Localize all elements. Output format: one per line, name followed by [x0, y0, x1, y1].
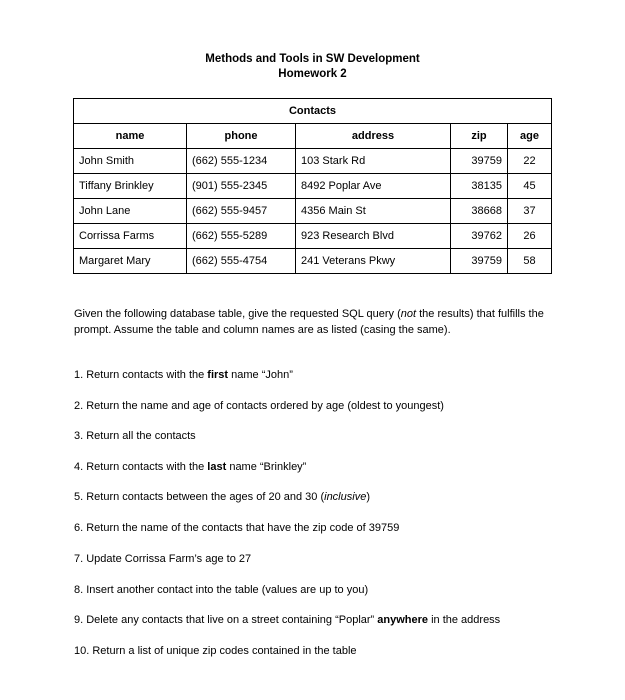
- column-header-age: age: [508, 124, 552, 149]
- cell-address: 923 Research Blvd: [296, 224, 451, 249]
- cell-age: 26: [508, 224, 552, 249]
- cell-name: Corrissa Farms: [74, 224, 187, 249]
- instructions-text: Given the following database table, give the requested SQL query (: [74, 308, 401, 320]
- cell-phone: (662) 555-4754: [187, 249, 296, 274]
- cell-phone: (662) 555-1234: [187, 149, 296, 174]
- column-header-name: name: [74, 124, 187, 149]
- cell-phone: (662) 555-9457: [187, 199, 296, 224]
- cell-age: 58: [508, 249, 552, 274]
- question-10: 10. Return a list of unique zip codes contained in the table: [74, 645, 357, 657]
- column-header-phone: phone: [187, 124, 296, 149]
- cell-name: John Smith: [74, 149, 187, 174]
- column-header-zip: zip: [451, 124, 508, 149]
- cell-zip: 38668: [451, 199, 508, 224]
- cell-age: 45: [508, 174, 552, 199]
- column-header-address: address: [296, 124, 451, 149]
- question-7: 7. Update Corrissa Farm’s age to 27: [74, 553, 252, 565]
- cell-address: 8492 Poplar Ave: [296, 174, 451, 199]
- cell-address: 241 Veterans Pkwy: [296, 249, 451, 274]
- table-row: [74, 174, 552, 199]
- cell-zip: 39762: [451, 224, 508, 249]
- table-row: [74, 249, 552, 274]
- table-header-row: [74, 124, 552, 149]
- table-row: [74, 199, 552, 224]
- table-row: [74, 149, 552, 174]
- cell-zip: 39759: [451, 149, 508, 174]
- instructions-text: the results) that fulfills the prompt. Assume the table and column names are as listed (casing the same).: [74, 308, 544, 336]
- instructions-paragraph: [74, 306, 544, 338]
- cell-zip: 39759: [451, 249, 508, 274]
- cell-name: Margaret Mary: [74, 249, 187, 274]
- question-4: 4. Return contacts with the last name “Brinkley”: [74, 461, 307, 473]
- cell-phone: (662) 555-5289: [187, 224, 296, 249]
- question-3: 3. Return all the contacts: [74, 430, 196, 442]
- table-caption: Contacts: [74, 99, 552, 124]
- cell-address: 4356 Main St: [296, 199, 451, 224]
- question-6: 6. Return the name of the contacts that have the zip code of 39759: [74, 522, 400, 534]
- question-8: 8. Insert another contact into the table (values are up to you): [74, 584, 369, 596]
- contacts-table: [73, 98, 552, 274]
- document-subtitle: Homework 2: [278, 68, 347, 80]
- question-5: 5. Return contacts between the ages of 20 and 30 (inclusive): [74, 491, 370, 503]
- table-row: [74, 224, 552, 249]
- cell-age: 22: [508, 149, 552, 174]
- question-2: 2. Return the name and age of contacts ordered by age (oldest to youngest): [74, 400, 444, 412]
- cell-age: 37: [508, 199, 552, 224]
- cell-name: Tiffany Brinkley: [74, 174, 187, 199]
- question-1: 1. Return contacts with the first name “John”: [74, 369, 293, 381]
- cell-phone: (901) 555-2345: [187, 174, 296, 199]
- question-9: 9. Delete any contacts that live on a street containing “Poplar” anywhere in the address: [74, 614, 501, 626]
- cell-name: John Lane: [74, 199, 187, 224]
- cell-address: 103 Stark Rd: [296, 149, 451, 174]
- instructions-emphasis: not: [400, 308, 417, 320]
- cell-zip: 38135: [451, 174, 508, 199]
- document-title: Methods and Tools in SW Development: [205, 53, 420, 65]
